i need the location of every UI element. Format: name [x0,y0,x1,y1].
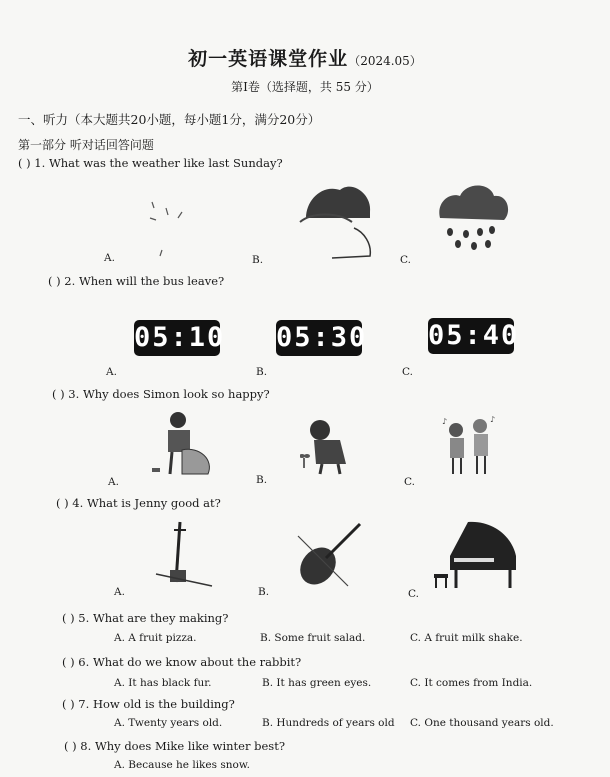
partly-cloudy-icon [292,178,374,262]
question-1: ( ) 1. What was the weather like last Sunday? [18,156,283,170]
option-c[interactable]: C. It comes from India. [410,677,533,689]
option-c-label: C. [404,476,415,488]
section-heading: 一、听力（本大题共20小题，每小题1分，满分20分） [18,112,321,127]
two-boys-illustration [440,414,500,476]
erhu-illustration [152,520,218,590]
rain-cloud-icon [432,182,512,258]
svg-text:♪: ♪ [490,415,496,424]
option-a-label: A. [106,366,117,378]
option-b[interactable]: B. Hundreds of years old [262,717,395,729]
answer-blank[interactable]: ( ) [56,496,69,510]
sunny-icon [130,188,200,260]
question-4: ( ) 4. What is Jenny good at? [56,496,221,510]
question-8: ( ) 8. Why does Mike like winter best? [64,739,285,753]
option-b[interactable]: B. Some fruit salad. [260,632,366,644]
question-6: ( ) 6. What do we know about the rabbit? [62,655,302,669]
option-c-label: C. [402,366,413,378]
boy-with-bag-illustration [152,410,218,478]
paper-subtitle: 第Ⅰ卷（选择题，共 55 分） [231,80,379,94]
option-a[interactable]: A. It has black fur. [114,677,212,689]
answer-blank[interactable]: ( ) [48,274,61,288]
boy-with-plant-illustration [300,418,360,476]
question-3: ( ) 3. Why does Simon look so happy? [52,387,270,401]
option-a[interactable]: A. Twenty years old. [114,717,223,729]
answer-blank[interactable]: ( ) [62,655,75,669]
option-a-label: A. [104,252,115,264]
option-b[interactable]: B. It has green eyes. [262,677,372,689]
answer-blank[interactable]: ( ) [52,387,65,401]
option-c-label: C. [400,254,411,266]
option-b-label: B. [258,586,270,598]
option-c[interactable]: C. One thousand years old. [410,717,554,729]
answer-blank[interactable]: ( ) [18,156,31,170]
question-7: ( ) 7. How old is the building? [62,697,235,711]
part-heading: 第一部分 听对话回答问题 [18,138,154,152]
answer-blank[interactable]: ( ) [62,611,75,625]
clock-display-a: 05:10 [134,320,220,356]
option-a[interactable]: A. A fruit pizza. [114,632,197,644]
answer-blank[interactable]: ( ) [64,739,77,753]
violin-illustration [290,520,366,590]
question-5: ( ) 5. What are they making? [62,611,229,625]
question-2: ( ) 2. When will the bus leave? [48,274,225,288]
option-c[interactable]: C. A fruit milk shake. [410,632,523,644]
grand-piano-illustration [432,516,522,592]
option-b-label: B. [256,366,268,378]
option-a-label: A. [114,586,125,598]
title-date: （2024.05） [348,54,422,68]
option-a-label: A. [108,476,119,488]
clock-display-b: 05:30 [276,320,362,356]
svg-text:♪: ♪ [442,417,448,426]
option-b-label: B. [252,254,264,266]
page-title: 初一英语课堂作业（2024.05） [188,48,422,70]
option-b-label: B. [256,474,268,486]
option-c-label: C. [408,588,419,600]
clock-display-c: 05:40 [428,318,514,354]
answer-blank[interactable]: ( ) [62,697,75,711]
option-a[interactable]: A. Because he likes snow. [114,759,250,771]
